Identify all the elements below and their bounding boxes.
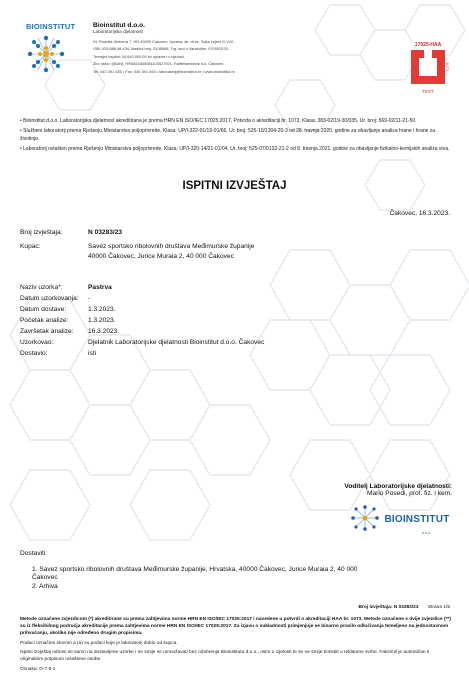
- field-value: 40000 Čakovec, Jurice Muraia 2, 40 000 Čakovec: [88, 253, 234, 260]
- delivery-item: Čakovec: [32, 574, 58, 582]
- signature-title: Voditelj Laboratorijske djelatnosti:: [344, 483, 452, 490]
- field-value: Djelatnik Laboratorijske djelatnosti Bioinstitut d.o.o. Čakovec: [88, 339, 265, 346]
- molecule-logo-icon: [26, 34, 66, 74]
- stamp-molecule-icon: [350, 505, 380, 531]
- field-label: Broj izvještaja:: [20, 229, 63, 236]
- stamp-subtext: d.o.o.: [422, 531, 431, 535]
- haa-test-label: TEST: [422, 89, 434, 94]
- haa-accreditation-mark: [405, 42, 451, 94]
- stamp-text: BIOINSTITUT: [384, 514, 450, 526]
- haa-label: 17025-HAA: [414, 42, 442, 48]
- field-label: Datum uzorkovanja:: [20, 295, 79, 302]
- address-line: Dr. Rudolfa Steinera 7, HR-40000 Čakovec, Uprava: dir. dr.sc. Saša Lejeni D.V.M.,: [93, 39, 235, 44]
- delivery-list: [20, 566, 450, 592]
- field-value: isti: [88, 350, 97, 357]
- signature-name: Mario Posedi, prof. fiz. i kem.: [366, 490, 452, 497]
- signature-block: [300, 483, 452, 497]
- field-label: Naziv uzorka*:: [20, 284, 63, 291]
- address-line: Temeljni kapital: 34.640.000,00 kn uplaćen u cijelosti,: [93, 53, 185, 59]
- field-value: 1.3.2023.: [88, 306, 116, 313]
- field-label: Završetak analize:: [20, 328, 74, 335]
- footer-notes: [20, 616, 452, 675]
- field-value: N 03283/23: [88, 229, 123, 236]
- field-label: Uzorkovao:: [20, 339, 54, 346]
- footer-note: Podaci označeni slovom a (a) su podaci koje je laboratorij dobio od kupca.: [20, 640, 178, 646]
- logo-text: BIOINSTITUT: [26, 22, 76, 31]
- accreditation-note: • Bioinstitut d.o.o. Laboratorijska djelatnost akreditirana je prema HRN EN ISO/IEC 17025:2017, Potvrda o akreditaciji br. 1073, Klasa: 383-02/19-30/035, Ur. broj: 569-02/11-21-50.: [20, 118, 417, 124]
- company-subtitle: Laboratorijska djelatnost: [93, 29, 143, 34]
- page-number: Strana 1/5: [427, 605, 450, 610]
- field-label: Početak analize:: [20, 317, 69, 324]
- field-label: Datum dostave:: [20, 306, 67, 313]
- delivery-item: 2. Arhiva: [32, 582, 58, 590]
- field-value: -: [88, 295, 91, 302]
- delivery-section: [20, 550, 450, 591]
- company-info: [93, 22, 293, 75]
- field-value: Savez sportsko ribolovnih društava Međimurske županije: [88, 243, 255, 250]
- delivery-label: Dostaviti:: [20, 550, 48, 557]
- bioinstitut-logo: [26, 22, 84, 79]
- field-label: Kupac:: [20, 243, 41, 250]
- accreditation-note: • Laboratorij ovlašten prema Rješenju Ministarstva poljoprivrede, Klasa: UP/I-320-14/21-01/04, Ur. broj: 525-07/0132-21-2 od 8. travnja 2021. godine za obavljanje fizikalno-kemijskih analiza vina.: [20, 145, 450, 152]
- accreditation-note: • Službeni laboratorij prema Rješenju Ministarstva poljoprivrede, Klasa: UP/I-322-01/19-01/66, Ur. broj: 525-10/1304-20-3 od 28. travnja 2020. godine za obavljanje analiza hrane i hrane za životinje.: [20, 128, 436, 142]
- footer-report-number: Broj izvještaja: N 03283/23: [358, 605, 419, 610]
- haa-number: 1073: [445, 62, 450, 71]
- footer-note: Ispitni izvještaj odnosi se samo na dostavljene uzorke i ne smije se umnožavati bez odobrenja Bioinstituta d.o.o., osim u cijelosti te se ne smije koristiti u reklamne svrhe. Faksimil je autentičan s originalnim potpisom ovlaštene osobe.: [20, 650, 430, 662]
- report-title: ISPITNI IZVJEŠTAJ: [182, 180, 287, 192]
- address-line: Tel. 040 391 485 • Fax: 040 391 493 • laboratorij@bioinstitut.hr • www.bioinstitut.hr: [93, 68, 235, 74]
- delivery-item: 1. Savez sportsko ribolovnih društava Međimurske županije, Hrvatska, 40000 Čakovec, Jurice Muraia 2, 40 000: [32, 565, 358, 573]
- haa-logo-icon: [411, 50, 445, 84]
- field-value: 16.3.2023.: [88, 328, 120, 335]
- address-line: Žiro račun (IBAN): HR5824840081100527921, Raiffeisenbank d.d. Čakovec: [93, 61, 224, 67]
- company-stamp: [350, 505, 450, 535]
- company-name: Bioinstitut d.o.o.: [93, 22, 146, 29]
- field-value: 1.3.2023.: [88, 317, 116, 324]
- address-line: OIB: 425 888 98 434, Matični broj: 3108589, Trg. sud u Varaždinu: 070002578,: [93, 46, 229, 52]
- field-label: Dostavio:: [20, 350, 48, 357]
- accreditation-notes: [20, 118, 452, 156]
- field-value: Pastrva: [88, 284, 112, 291]
- document-code: Oznaka: O-7.8-1: [20, 666, 56, 672]
- footer-reference: [300, 605, 450, 610]
- footer-methods-note: Metode označene zvjezdicom (*) akreditirane su prema zahtjevima norme HRN EN ISO/IEC 17025:2017 i navedene u potvrdi o akreditaciji HAA br. 1073. Metode označene s dvije zvjezdice (**) su iz fleksibilnog područja akreditacije prema zahtjevima norme HRN EN ISO/IEC 17025:2017. Za izjavu o sukladnosti primjenjuje se binarno pravilo odlučivanja temeljeno na jednostavnom prihvaćanju, ukoliko nije određeno drugim propisima.: [20, 617, 451, 636]
- report-date: Čakovec, 16.3.2023.: [389, 210, 450, 217]
